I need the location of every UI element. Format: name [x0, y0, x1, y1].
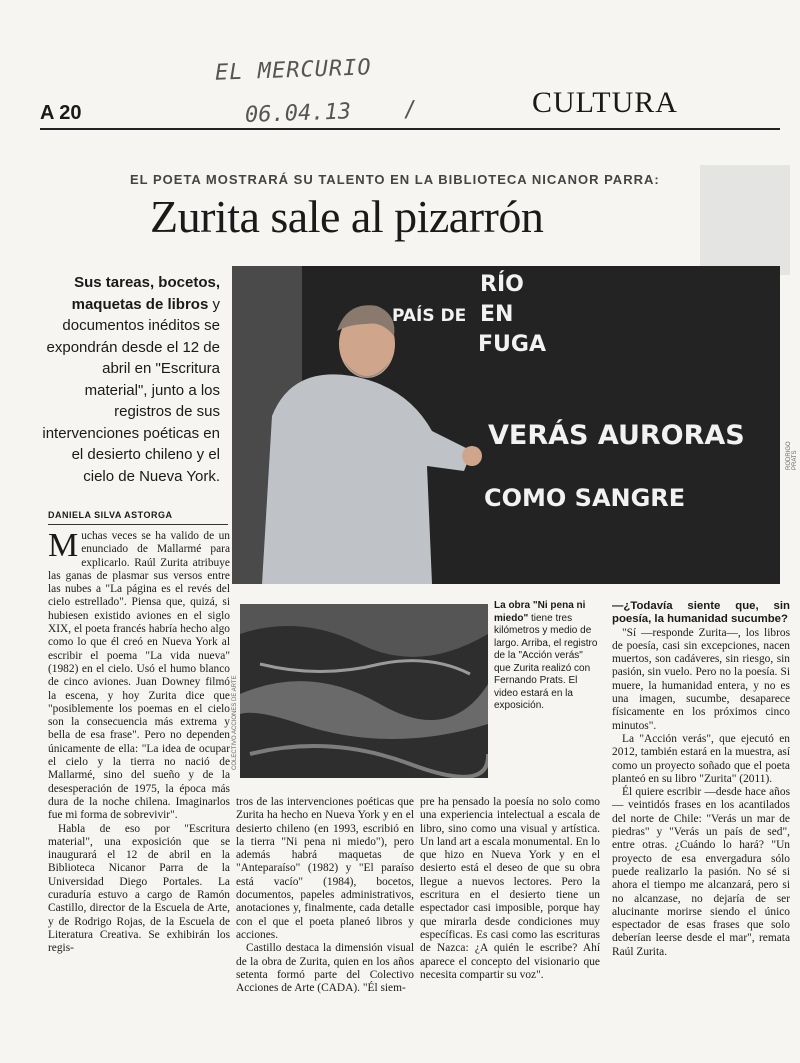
body-column-2	[236, 796, 414, 995]
handwritten-date	[245, 97, 418, 128]
lead-paragraph	[40, 272, 220, 487]
desert-photo	[240, 604, 488, 778]
body-paragraph: "Sí —responde Zurita—, los libros de poesía, casi sin excepciones, nacen muertos, son cadáveres, sin riesgo, sin pasión, sin vuelo. Pero no la poesía. Si muere, la humanidad entera, y no es una imagen, sucumbe, desaparece físicamente en los próximos cinco minutos".	[612, 626, 790, 732]
main-photo	[232, 266, 780, 584]
interview-question: —¿Todavía siente que, sin poesía, la humanidad sucumbe?	[612, 600, 790, 626]
lead-text: y documentos inéditos se expondrán desde el 12 de abril en "Escritura material", junto a los registros de sus intervenciones poéticas en el desierto chileno y el cielo de Nueva York.	[42, 295, 220, 485]
photo-caption	[494, 600, 600, 713]
byline-rule	[48, 524, 228, 525]
body-column-3	[420, 796, 600, 982]
body-column-1	[48, 527, 230, 1030]
caption-bold: La obra "Ni pena ni miedo"	[494, 600, 586, 624]
chalk-como-sangre: COMO SANGRE	[484, 484, 686, 512]
chalk-veras-auroras: VERÁS AURORAS	[488, 420, 745, 451]
body-paragraph: Castillo destaca la dimensión visual de la obra de Zurita, quien en los años setenta formó parte del Colectivo Acciones de Arte (CADA). "Él siem-	[236, 942, 414, 995]
headline: Zurita sale al pizarrón	[150, 191, 544, 242]
main-photo-credit: RODRIGO PRATS	[786, 441, 798, 470]
caption-text: tiene tres kilómetros y medio de largo. Arriba, el registro de la "Acción verás" que Zurita realizó con Fernando Prats. El video estará en la exposición.	[494, 612, 598, 711]
body-column-4	[612, 600, 790, 959]
byline: DANIELA SILVA ASTORGA	[48, 510, 173, 520]
body-paragraph: Él quiere escribir —desde hace años— veintidós frases en los acantilados del norte de Chile: "Verás un mar de piedras" y "Verás un país de sed", entre otras. ¿Cuándo lo hará? "Un proyecto de esa envergadura sólo puede realizarlo la pasión. No sé si ahora el tiempo me alcanzará, pero si no alcanzase, no dejaría de ser alucinante morirse siendo el único espectador de esas frases que solo deberían leerse desde el mar", remata Raúl Zurita.	[612, 786, 790, 958]
kicker: EL POETA MOSTRARÁ SU TALENTO EN LA BIBLIOTECA NICANOR PARRA:	[130, 172, 660, 187]
lead-bold: Sus tareas, bocetos, maquetas de libros	[71, 274, 220, 313]
body-paragraph-text: uchas veces se ha valido de un enunciado de Mallarmé para explicarlo. Raúl Zurita atribuye las ganas de plasmar sus versos entre las nubes a "La página es el revés del cielo estrellado". Piensa que, quizá, si hubiesen existido aviones en el siglo XIX, el poeta francés habría hecho algo como lo que él creó en Nueva York al escribir el poema "La vida nueva" (1982) en el cielo. Usó el humo blanco de cinco aviones. Juan Downey filmó la escena, y hoy Zurita dice que "posiblemente los poemas en el cielo son la consecuencia más extrema y bella de esa frase". Pero no dependen únicamente de ella: "La idea de ocupar el cielo y la tierra no nació de Mallarmé, sino del sueño y de la desesperación de 1975, la época más dura de la noche chilena. Imaginarlos fue mi forma de sobrevivir".	[48, 530, 230, 822]
section-name: CULTURA	[532, 86, 678, 119]
body-paragraph	[48, 527, 230, 823]
main-photo-image	[232, 266, 780, 584]
date-mark: /	[403, 97, 418, 123]
body-paragraph: Habla de eso por "Escritura material", una exposición que se inaugurará el 12 de abril en la Biblioteca Nicanor Parra de la Universidad Diego Portales. La curaduría estuvo a cargo de Ramón Castillo, director de la Escuela de Arte, y de Rodrigo Rojas, de la Escuela de Literatura Creativa. Se exhibirán los regis-	[48, 822, 230, 955]
drop-cap: M	[48, 527, 79, 564]
body-paragraph: pre ha pensado la poesía no solo como una experiencia intelectual a escala de libro, sino como una visual y artística. Un land art a escala monumental. En lo que hizo en Nueva York y en el desierto está el deseo de que su obra llegue a nuevos lectores. Pero la escritura en el desierto tiene un espectador casi imposible, porque hay que mirarla desde condiciones muy específicas. Es casi como las escrituras de Nazca: ¿A quién le escribe? Ahí aparece el concepto del visionario que necesita compartir su voz".	[420, 796, 600, 981]
desert-photo-image	[240, 604, 488, 778]
body-paragraph: La "Acción verás", que ejecutó en 2012, también estará en la muestra, así como un proyecto soñado que el poeta planteó en su libro "Zurita" (2011).	[612, 732, 790, 785]
chalk-en: EN	[480, 302, 514, 327]
chalk-rio: RÍO	[480, 272, 524, 297]
chalk-pais-de: PAÍS DE	[392, 306, 467, 326]
page-number: A 20	[40, 102, 82, 124]
header-rule	[40, 128, 780, 130]
masthead-name: EL MERCURIO	[214, 55, 373, 86]
desert-photo-credit: COLECTIVO ACCIONES DE ARTE	[232, 675, 238, 770]
date-text: 06.04.13	[244, 99, 352, 128]
body-paragraph: tros de las intervenciones poéticas que Zurita ha hecho en Nueva York y en el desierto chileno (en 1993, escribió en la tierra "Ni pena ni miedo"), pero además habrá maquetas de "Anteparaíso" (1982) y "El paraíso está vacío" (1984), bocetos, documentos, papeles administrativos, anotaciones y, finalmente, cada detalle con el que el poeta planeó libros y acciones.	[236, 796, 414, 941]
bleed-through-block	[700, 165, 790, 275]
chalk-fuga: FUGA	[478, 332, 546, 357]
